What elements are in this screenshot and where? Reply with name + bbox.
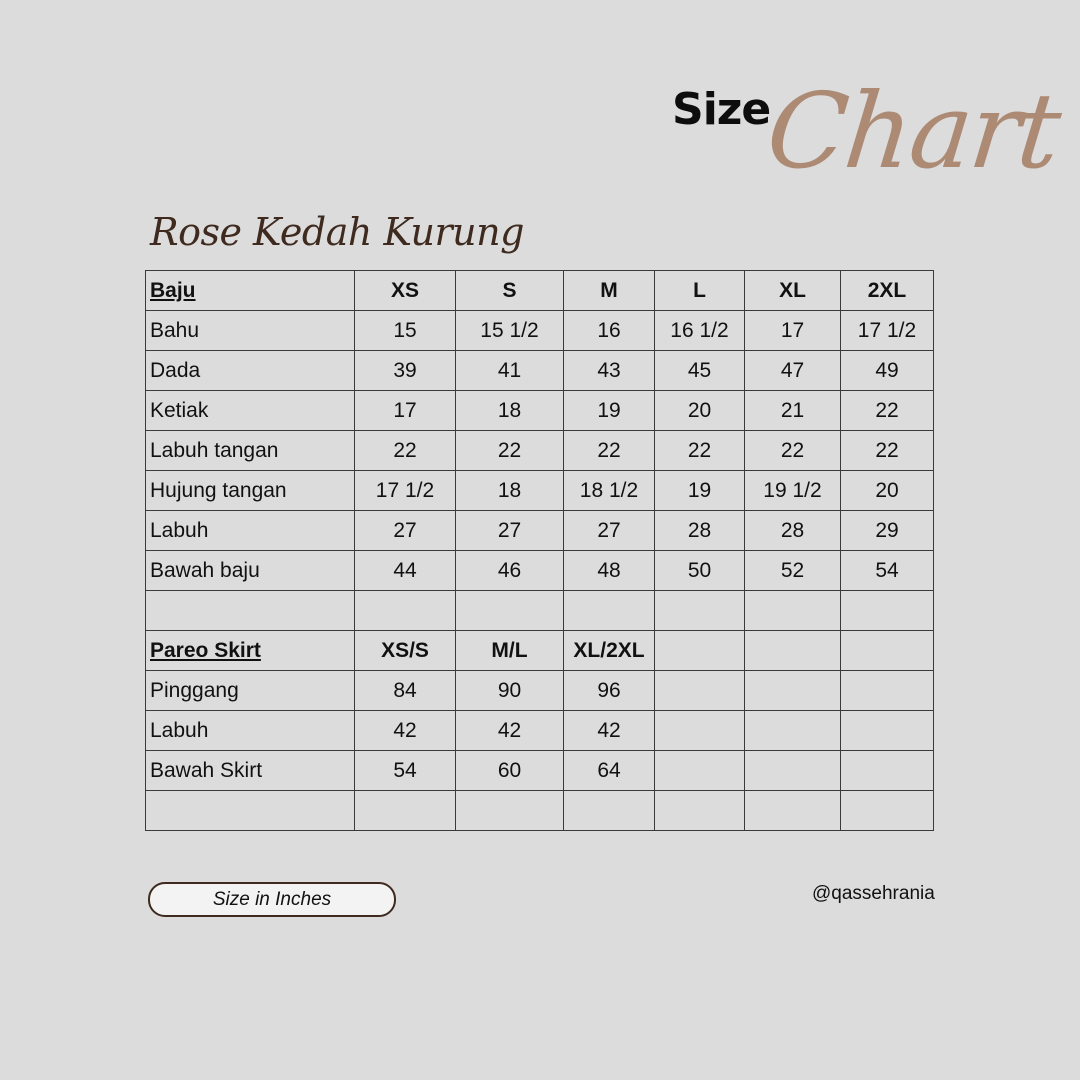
measurement-label: Pinggang	[146, 671, 355, 711]
table-cell: 27	[564, 511, 655, 551]
empty-cell	[745, 671, 841, 711]
table-cell: 28	[655, 511, 745, 551]
table-cell: 18	[456, 391, 564, 431]
table-cell: 22	[841, 391, 934, 431]
table-cell: 42	[355, 711, 456, 751]
empty-cell	[745, 711, 841, 751]
table-cell: 29	[841, 511, 934, 551]
table-row	[146, 311, 934, 351]
measurement-label: Bahu	[146, 311, 355, 351]
table-cell: 96	[564, 671, 655, 711]
measurement-label: Bawah Skirt	[146, 751, 355, 791]
table-cell: 15	[355, 311, 456, 351]
empty-cell	[655, 751, 745, 791]
skirt-section-label: Pareo Skirt	[146, 631, 355, 671]
table-cell: 17	[745, 311, 841, 351]
measurement-label: Hujung tangan	[146, 471, 355, 511]
measurement-label: Bawah baju	[146, 551, 355, 591]
table-cell: 19 1/2	[745, 471, 841, 511]
table-row	[146, 751, 934, 791]
table-cell: 17 1/2	[355, 471, 456, 511]
table-cell: 15 1/2	[456, 311, 564, 351]
empty-cell	[355, 791, 456, 831]
table-cell: 48	[564, 551, 655, 591]
table-cell: 45	[655, 351, 745, 391]
table-cell: 84	[355, 671, 456, 711]
baju-section-label: Baju	[146, 271, 355, 311]
empty-cell	[146, 791, 355, 831]
table-cell: 18 1/2	[564, 471, 655, 511]
table-cell: 19	[564, 391, 655, 431]
measurement-label: Labuh	[146, 711, 355, 751]
empty-cell	[655, 631, 745, 671]
heading-chart-word: Chart	[761, 70, 1065, 192]
empty-cell	[745, 631, 841, 671]
table-cell: 19	[655, 471, 745, 511]
table-cell: 54	[355, 751, 456, 791]
table-cell: 42	[564, 711, 655, 751]
empty-cell	[456, 591, 564, 631]
size-header: XL/2XL	[564, 631, 655, 671]
table-cell: 20	[841, 471, 934, 511]
table-row	[146, 551, 934, 591]
table-row	[146, 351, 934, 391]
empty-cell	[655, 791, 745, 831]
empty-cell	[841, 711, 934, 751]
table-row	[146, 391, 934, 431]
empty-cell	[841, 631, 934, 671]
empty-cell	[564, 591, 655, 631]
units-label: Size in Inches	[148, 882, 396, 917]
table-cell: 64	[564, 751, 655, 791]
size-table	[145, 270, 934, 831]
table-cell: 18	[456, 471, 564, 511]
table-cell: 28	[745, 511, 841, 551]
empty-row	[146, 591, 934, 631]
table-cell: 49	[841, 351, 934, 391]
table-cell: 20	[655, 391, 745, 431]
size-header: M/L	[456, 631, 564, 671]
table-row	[146, 711, 934, 751]
empty-cell	[564, 791, 655, 831]
measurement-label: Dada	[146, 351, 355, 391]
measurement-label: Labuh	[146, 511, 355, 551]
empty-cell	[355, 591, 456, 631]
size-header: XL	[745, 271, 841, 311]
empty-cell	[841, 791, 934, 831]
table-row	[146, 511, 934, 551]
table-row	[146, 471, 934, 511]
table-cell: 50	[655, 551, 745, 591]
empty-cell	[655, 671, 745, 711]
table-cell: 22	[745, 431, 841, 471]
social-handle: @qassehrania	[812, 883, 935, 904]
empty-cell	[841, 751, 934, 791]
table-row	[146, 431, 934, 471]
table-cell: 90	[456, 671, 564, 711]
measurement-label: Ketiak	[146, 391, 355, 431]
table-cell: 22	[655, 431, 745, 471]
size-header: XS/S	[355, 631, 456, 671]
empty-cell	[146, 591, 355, 631]
size-header: XS	[355, 271, 456, 311]
table-cell: 43	[564, 351, 655, 391]
empty-cell	[655, 591, 745, 631]
table-cell: 22	[355, 431, 456, 471]
table-cell: 39	[355, 351, 456, 391]
table-cell: 47	[745, 351, 841, 391]
size-header: 2XL	[841, 271, 934, 311]
table-cell: 22	[564, 431, 655, 471]
table-cell: 60	[456, 751, 564, 791]
table-cell: 54	[841, 551, 934, 591]
table-cell: 21	[745, 391, 841, 431]
table-cell: 52	[745, 551, 841, 591]
measurement-label: Labuh tangan	[146, 431, 355, 471]
empty-cell	[655, 711, 745, 751]
table-cell: 17	[355, 391, 456, 431]
table-cell: 44	[355, 551, 456, 591]
table-cell: 16	[564, 311, 655, 351]
size-header: S	[456, 271, 564, 311]
size-header: L	[655, 271, 745, 311]
empty-cell	[745, 591, 841, 631]
product-title: Rose Kedah Kurung	[150, 210, 524, 254]
empty-cell	[841, 591, 934, 631]
table-cell: 41	[456, 351, 564, 391]
table-cell: 16 1/2	[655, 311, 745, 351]
table-cell: 17 1/2	[841, 311, 934, 351]
heading-size-word: Size	[672, 84, 771, 135]
size-header: M	[564, 271, 655, 311]
table-cell: 27	[456, 511, 564, 551]
table-cell: 46	[456, 551, 564, 591]
empty-row	[146, 791, 934, 831]
skirt-header-row	[146, 631, 934, 671]
table-row	[146, 671, 934, 711]
empty-cell	[456, 791, 564, 831]
empty-cell	[745, 751, 841, 791]
table-cell: 42	[456, 711, 564, 751]
empty-cell	[841, 671, 934, 711]
empty-cell	[745, 791, 841, 831]
table-cell: 22	[841, 431, 934, 471]
baju-header-row	[146, 271, 934, 311]
table-cell: 22	[456, 431, 564, 471]
table-cell: 27	[355, 511, 456, 551]
